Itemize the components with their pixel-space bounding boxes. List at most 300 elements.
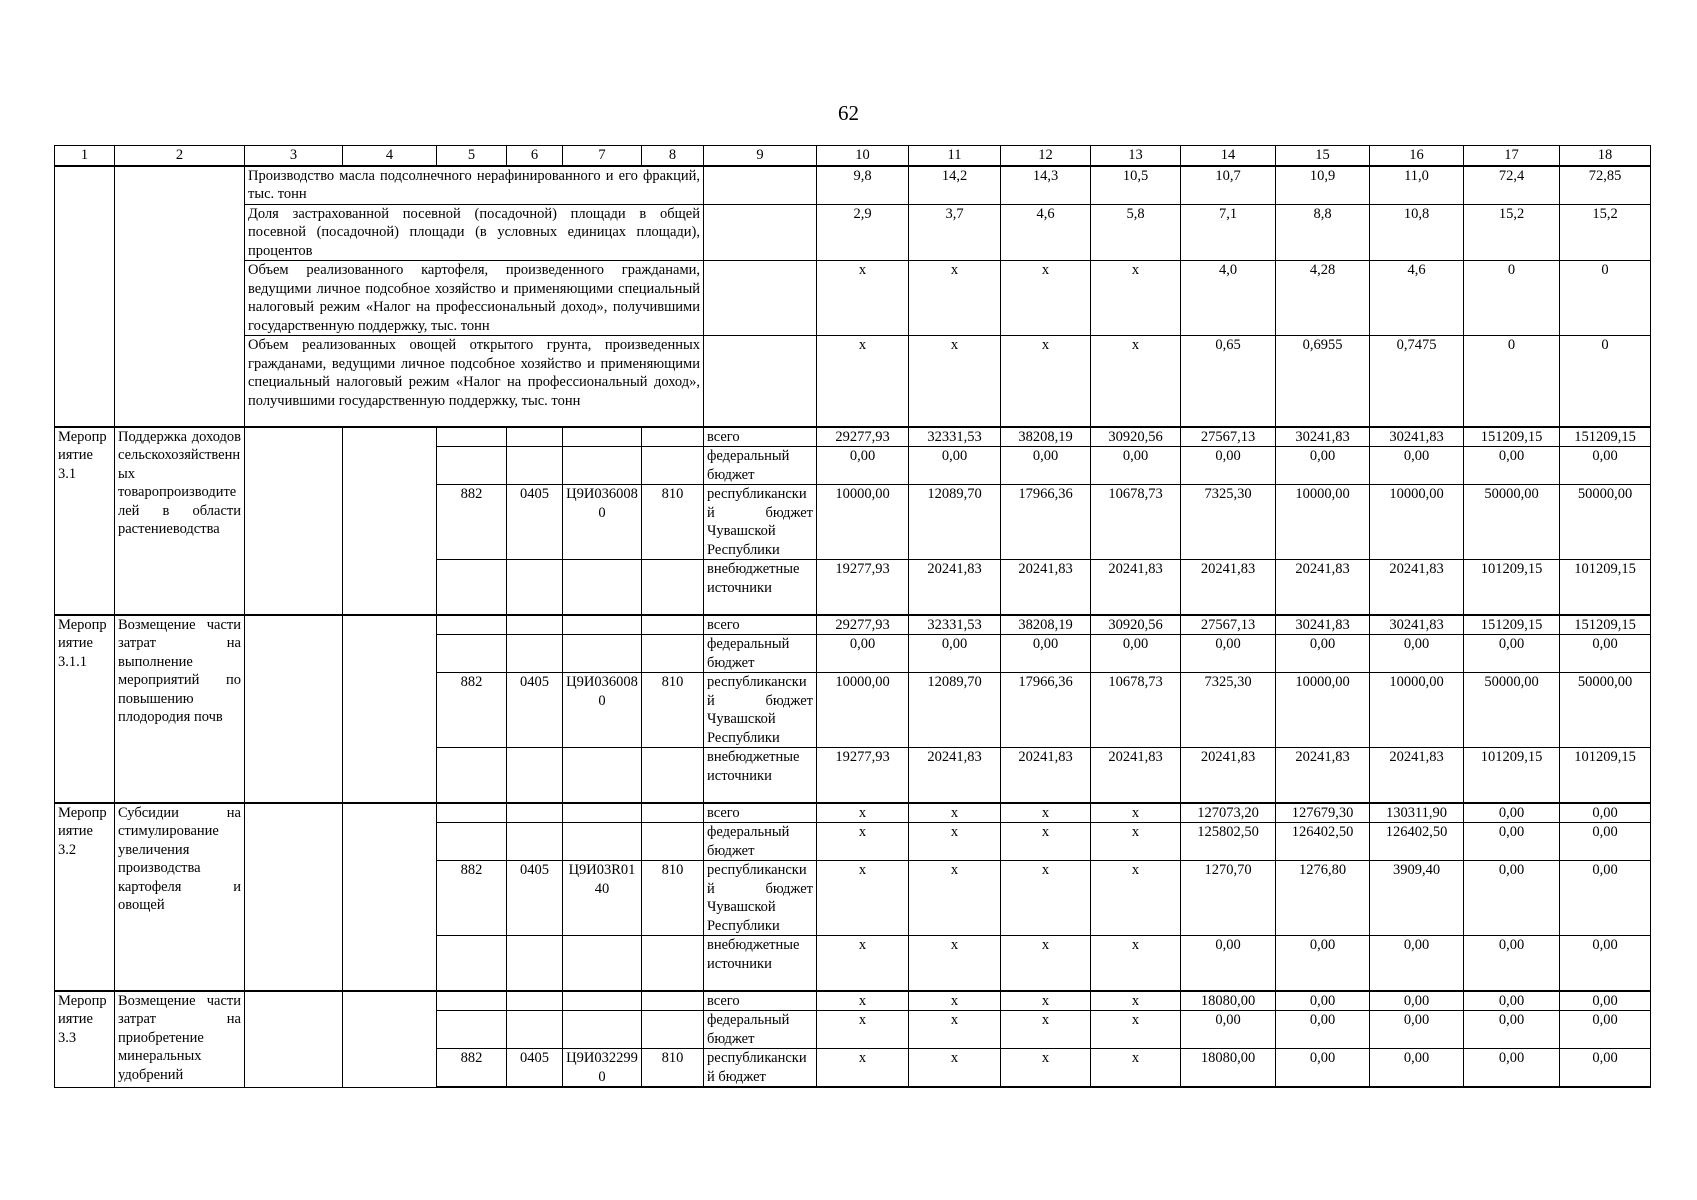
- header-cell: 7: [563, 146, 642, 166]
- funding-value: 30241,83: [1276, 427, 1370, 447]
- funding-value: 19277,93: [817, 560, 909, 615]
- funding-value: x: [1001, 823, 1091, 861]
- funding-value: 30920,56: [1091, 615, 1181, 635]
- indicator-value: 0,6955: [1276, 336, 1370, 427]
- indicator-value: 4,28: [1276, 261, 1370, 336]
- indicator-value: 7,1: [1181, 204, 1276, 261]
- empty-cell: [55, 166, 115, 427]
- funding-value: 0,00: [1560, 1049, 1651, 1088]
- target-cell: [343, 991, 437, 1088]
- empty-cell: [704, 204, 817, 261]
- funding-value: 10000,00: [817, 673, 909, 748]
- funding-value: 0,00: [1370, 1011, 1464, 1049]
- funding-value: 0,00: [1370, 1049, 1464, 1088]
- code-grbs: [437, 803, 507, 823]
- funding-value: 0,00: [1276, 991, 1370, 1011]
- code-grbs: [437, 615, 507, 635]
- code-vr: 810: [642, 1049, 704, 1088]
- header-cell: 9: [704, 146, 817, 166]
- funding-value: 32331,53: [909, 427, 1001, 447]
- indicator-name: Производство масла подсолнечного нерафинированного и его фракций, тыс. тонн: [245, 166, 704, 205]
- target-cell: [343, 803, 437, 991]
- indicator-row: [55, 261, 1651, 336]
- code-rzpr: [507, 748, 563, 803]
- funding-value: 0,00: [1464, 991, 1560, 1011]
- measure-row: [55, 427, 1651, 447]
- code-rzpr: [507, 615, 563, 635]
- code-grbs: [437, 991, 507, 1011]
- code-csr: [563, 615, 642, 635]
- funding-value: 27567,13: [1181, 615, 1276, 635]
- indicator-value: 15,2: [1464, 204, 1560, 261]
- funding-value: 101209,15: [1560, 748, 1651, 803]
- indicator-value: 10,7: [1181, 166, 1276, 205]
- funding-value: 30241,83: [1276, 615, 1370, 635]
- indicator-value: 14,2: [909, 166, 1001, 205]
- funding-value: 20241,83: [1001, 748, 1091, 803]
- code-vr: [642, 991, 704, 1011]
- funding-value: x: [1001, 936, 1091, 991]
- funding-value: x: [909, 1011, 1001, 1049]
- indicator-value: x: [1091, 336, 1181, 427]
- indicator-value: 0: [1464, 336, 1560, 427]
- funding-value: 7325,30: [1181, 485, 1276, 560]
- indicator-value: 0: [1560, 261, 1651, 336]
- indicator-value: 10,9: [1276, 166, 1370, 205]
- indicator-value: x: [1001, 336, 1091, 427]
- funding-value: x: [1091, 991, 1181, 1011]
- funding-source: всего: [704, 615, 817, 635]
- indicator-value: x: [909, 261, 1001, 336]
- measure-row: [55, 615, 1651, 635]
- funding-value: 0,00: [1181, 1011, 1276, 1049]
- funding-value: 32331,53: [909, 615, 1001, 635]
- indicator-value: 14,3: [1001, 166, 1091, 205]
- funding-value: x: [1091, 823, 1181, 861]
- indicator-row: [55, 166, 1651, 205]
- funding-value: 29277,93: [817, 615, 909, 635]
- code-vr: [642, 803, 704, 823]
- funding-value: 0,00: [1276, 447, 1370, 485]
- funding-value: x: [817, 936, 909, 991]
- executor-cell: [245, 427, 343, 615]
- funding-value: 0,00: [1560, 823, 1651, 861]
- funding-source: всего: [704, 991, 817, 1011]
- funding-value: 0,00: [1370, 936, 1464, 991]
- indicator-value: 4,6: [1001, 204, 1091, 261]
- funding-source: республиканский бюджет Чувашской Республики: [704, 861, 817, 936]
- funding-value: 0,00: [1560, 635, 1651, 673]
- funding-source: внебюджетные источники: [704, 560, 817, 615]
- funding-value: x: [1091, 1049, 1181, 1088]
- code-csr: [563, 560, 642, 615]
- header-cell: 6: [507, 146, 563, 166]
- funding-value: 20241,83: [1181, 560, 1276, 615]
- measure-status: Мероприятие 3.3: [55, 991, 115, 1088]
- code-rzpr: [507, 635, 563, 673]
- funding-value: 10000,00: [817, 485, 909, 560]
- code-rzpr: [507, 936, 563, 991]
- measure-name: Поддержка доходов сельскохозяйственных товаропроизводителей в области растениеводства: [115, 427, 245, 615]
- code-csr: [563, 936, 642, 991]
- funding-value: 0,00: [909, 447, 1001, 485]
- header-cell: 15: [1276, 146, 1370, 166]
- indicator-name: Доля застрахованной посевной (посадочной) площади в общей посевной (посадочной) площади (в условных единицах площади), процентов: [245, 204, 704, 261]
- empty-cell: [704, 261, 817, 336]
- funding-value: x: [1091, 936, 1181, 991]
- indicator-value: x: [817, 261, 909, 336]
- code-vr: [642, 560, 704, 615]
- funding-value: 17966,36: [1001, 673, 1091, 748]
- funding-value: 50000,00: [1560, 673, 1651, 748]
- funding-value: 7325,30: [1181, 673, 1276, 748]
- funding-value: 0,00: [1464, 803, 1560, 823]
- indicator-value: 4,0: [1181, 261, 1276, 336]
- funding-value: x: [817, 823, 909, 861]
- funding-value: x: [1001, 991, 1091, 1011]
- code-grbs: [437, 936, 507, 991]
- indicator-name: Объем реализованного картофеля, произведенного гражданами, ведущими личное подсобное хозяйство и применяющими специальный налоговый режим «Налог на профессиональный доход», получившими государственную поддержку, тыс. тонн: [245, 261, 704, 336]
- funding-value: x: [1091, 803, 1181, 823]
- funding-value: 20241,83: [1181, 748, 1276, 803]
- funding-value: x: [817, 1011, 909, 1049]
- funding-value: x: [1001, 861, 1091, 936]
- measure-row: [55, 991, 1651, 1011]
- funding-value: 20241,83: [909, 748, 1001, 803]
- code-rzpr: 0405: [507, 485, 563, 560]
- code-grbs: [437, 823, 507, 861]
- funding-value: 10000,00: [1276, 673, 1370, 748]
- header-cell: 5: [437, 146, 507, 166]
- funding-value: x: [909, 823, 1001, 861]
- funding-value: 0,00: [817, 635, 909, 673]
- funding-value: 0,00: [1370, 447, 1464, 485]
- funding-value: x: [1001, 1011, 1091, 1049]
- code-rzpr: [507, 427, 563, 447]
- code-grbs: [437, 447, 507, 485]
- funding-value: 10000,00: [1370, 673, 1464, 748]
- code-csr: Ц9И0322990: [563, 1049, 642, 1088]
- target-cell: [343, 615, 437, 803]
- code-vr: [642, 615, 704, 635]
- funding-value: 0,00: [1276, 1049, 1370, 1088]
- indicator-value: x: [1001, 261, 1091, 336]
- header-cell: 10: [817, 146, 909, 166]
- code-rzpr: 0405: [507, 1049, 563, 1088]
- funding-value: x: [909, 803, 1001, 823]
- funding-value: 0,00: [909, 635, 1001, 673]
- code-grbs: [437, 560, 507, 615]
- executor-cell: [245, 803, 343, 991]
- funding-value: 3909,40: [1370, 861, 1464, 936]
- executor-cell: [245, 615, 343, 803]
- funding-value: 20241,83: [1091, 560, 1181, 615]
- indicator-row: [55, 336, 1651, 427]
- code-grbs: 882: [437, 673, 507, 748]
- header-cell: 18: [1560, 146, 1651, 166]
- measure-row: [55, 803, 1651, 823]
- funding-value: 27567,13: [1181, 427, 1276, 447]
- funding-value: 0,00: [1001, 447, 1091, 485]
- header-cell: 1: [55, 146, 115, 166]
- funding-value: 101209,15: [1464, 748, 1560, 803]
- funding-value: 0,00: [1464, 861, 1560, 936]
- code-vr: [642, 748, 704, 803]
- code-csr: [563, 991, 642, 1011]
- indicator-value: 0: [1464, 261, 1560, 336]
- funding-value: 0,00: [1464, 936, 1560, 991]
- funding-value: 101209,15: [1560, 560, 1651, 615]
- funding-source: федеральный бюджет: [704, 635, 817, 673]
- funding-value: 101209,15: [1464, 560, 1560, 615]
- code-vr: [642, 1011, 704, 1049]
- funding-value: 0,00: [817, 447, 909, 485]
- indicator-value: 10,5: [1091, 166, 1181, 205]
- funding-value: 0,00: [1560, 991, 1651, 1011]
- funding-value: x: [817, 991, 909, 1011]
- indicator-row: [55, 204, 1651, 261]
- measure-name: Субсидии на стимулирование увеличения производства картофеля и овощей: [115, 803, 245, 991]
- funding-value: 127679,30: [1276, 803, 1370, 823]
- funding-source: внебюджетные источники: [704, 936, 817, 991]
- funding-value: 20241,83: [1276, 560, 1370, 615]
- code-vr: [642, 635, 704, 673]
- funding-value: 30241,83: [1370, 427, 1464, 447]
- code-rzpr: [507, 560, 563, 615]
- code-rzpr: [507, 1011, 563, 1049]
- funding-value: 130311,90: [1370, 803, 1464, 823]
- funding-value: 50000,00: [1464, 673, 1560, 748]
- funding-value: 151209,15: [1464, 427, 1560, 447]
- funding-value: 18080,00: [1181, 991, 1276, 1011]
- funding-source: республиканский бюджет Чувашской Республики: [704, 485, 817, 560]
- code-csr: [563, 635, 642, 673]
- indicator-value: 10,8: [1370, 204, 1464, 261]
- indicator-value: 3,7: [909, 204, 1001, 261]
- header-cell: 8: [642, 146, 704, 166]
- funding-source: всего: [704, 803, 817, 823]
- funding-value: 0,00: [1560, 861, 1651, 936]
- funding-value: 126402,50: [1370, 823, 1464, 861]
- indicator-value: 72,4: [1464, 166, 1560, 205]
- funding-value: 0,00: [1276, 936, 1370, 991]
- funding-value: x: [1001, 803, 1091, 823]
- code-csr: Ц9И0360080: [563, 485, 642, 560]
- funding-value: 127073,20: [1181, 803, 1276, 823]
- measure-status: Мероприятие 3.1.1: [55, 615, 115, 803]
- funding-source: республиканский бюджет Чувашской Республики: [704, 673, 817, 748]
- funding-value: 20241,83: [1276, 748, 1370, 803]
- funding-value: 0,00: [1560, 1011, 1651, 1049]
- code-vr: [642, 823, 704, 861]
- code-vr: 810: [642, 485, 704, 560]
- indicator-value: 5,8: [1091, 204, 1181, 261]
- funding-value: x: [817, 861, 909, 936]
- funding-value: 18080,00: [1181, 1049, 1276, 1088]
- funding-value: 20241,83: [1370, 748, 1464, 803]
- indicator-value: 0: [1560, 336, 1651, 427]
- funding-value: x: [909, 936, 1001, 991]
- code-grbs: [437, 635, 507, 673]
- funding-value: 0,00: [1001, 635, 1091, 673]
- funding-source: всего: [704, 427, 817, 447]
- indicator-value: 72,85: [1560, 166, 1651, 205]
- code-csr: [563, 803, 642, 823]
- header-cell: 17: [1464, 146, 1560, 166]
- funding-value: 10000,00: [1370, 485, 1464, 560]
- code-grbs: 882: [437, 1049, 507, 1088]
- funding-value: 20241,83: [909, 560, 1001, 615]
- funding-value: 12089,70: [909, 485, 1001, 560]
- indicator-value: 0,7475: [1370, 336, 1464, 427]
- funding-value: x: [909, 1049, 1001, 1088]
- header-cell: 12: [1001, 146, 1091, 166]
- code-rzpr: [507, 991, 563, 1011]
- funding-value: x: [1001, 1049, 1091, 1088]
- executor-cell: [245, 991, 343, 1088]
- indicator-value: x: [1091, 261, 1181, 336]
- funding-value: 0,00: [1091, 635, 1181, 673]
- header-cell: 3: [245, 146, 343, 166]
- indicator-value: 4,6: [1370, 261, 1464, 336]
- funding-value: 10000,00: [1276, 485, 1370, 560]
- target-cell: [343, 427, 437, 615]
- code-rzpr: 0405: [507, 673, 563, 748]
- funding-value: 0,00: [1464, 447, 1560, 485]
- code-grbs: 882: [437, 861, 507, 936]
- empty-cell: [115, 166, 245, 427]
- funding-value: 126402,50: [1276, 823, 1370, 861]
- code-grbs: [437, 748, 507, 803]
- funding-value: x: [817, 1049, 909, 1088]
- empty-cell: [704, 166, 817, 205]
- funding-value: 17966,36: [1001, 485, 1091, 560]
- code-rzpr: [507, 803, 563, 823]
- funding-value: 0,00: [1370, 991, 1464, 1011]
- funding-value: 30241,83: [1370, 615, 1464, 635]
- funding-value: 20241,83: [1091, 748, 1181, 803]
- funding-value: 0,00: [1464, 1011, 1560, 1049]
- program-table: [54, 145, 1651, 1088]
- funding-value: 38208,19: [1001, 427, 1091, 447]
- funding-value: 0,00: [1276, 1011, 1370, 1049]
- funding-source: федеральный бюджет: [704, 447, 817, 485]
- header-cell: 14: [1181, 146, 1276, 166]
- funding-value: x: [909, 991, 1001, 1011]
- indicator-value: x: [817, 336, 909, 427]
- code-csr: [563, 748, 642, 803]
- code-vr: [642, 447, 704, 485]
- funding-value: 0,00: [1464, 823, 1560, 861]
- code-vr: 810: [642, 861, 704, 936]
- measure-status: Мероприятие 3.1: [55, 427, 115, 615]
- indicator-value: 15,2: [1560, 204, 1651, 261]
- code-grbs: [437, 427, 507, 447]
- funding-value: 151209,15: [1560, 615, 1651, 635]
- measure-name: Возмещение части затрат на приобретение минеральных удобрений: [115, 991, 245, 1088]
- indicator-value: 11,0: [1370, 166, 1464, 205]
- code-csr: Ц9И0360080: [563, 673, 642, 748]
- funding-value: 10678,73: [1091, 673, 1181, 748]
- funding-value: 20241,83: [1001, 560, 1091, 615]
- code-rzpr: 0405: [507, 861, 563, 936]
- funding-value: x: [817, 803, 909, 823]
- measure-status: Мероприятие 3.2: [55, 803, 115, 991]
- code-rzpr: [507, 447, 563, 485]
- funding-source: республиканский бюджет: [704, 1049, 817, 1088]
- header-cell: 16: [1370, 146, 1464, 166]
- funding-source: федеральный бюджет: [704, 1011, 817, 1049]
- funding-value: 0,00: [1370, 635, 1464, 673]
- funding-value: 50000,00: [1560, 485, 1651, 560]
- code-csr: [563, 447, 642, 485]
- code-vr: [642, 936, 704, 991]
- measure-name: Возмещение части затрат на выполнение мероприятий по повышению плодородия почв: [115, 615, 245, 803]
- header-row: [55, 146, 1651, 166]
- funding-source: внебюджетные источники: [704, 748, 817, 803]
- funding-value: 0,00: [1181, 635, 1276, 673]
- code-csr: [563, 1011, 642, 1049]
- funding-value: 0,00: [1181, 447, 1276, 485]
- funding-value: 12089,70: [909, 673, 1001, 748]
- code-grbs: [437, 1011, 507, 1049]
- funding-value: 10678,73: [1091, 485, 1181, 560]
- indicator-value: x: [909, 336, 1001, 427]
- funding-value: x: [1091, 1011, 1181, 1049]
- code-grbs: 882: [437, 485, 507, 560]
- funding-value: 0,00: [1560, 936, 1651, 991]
- funding-value: 0,00: [1464, 1049, 1560, 1088]
- page-number: 62: [838, 101, 859, 125]
- indicator-value: 9,8: [817, 166, 909, 205]
- funding-value: 0,00: [1560, 447, 1651, 485]
- header-cell: 4: [343, 146, 437, 166]
- indicator-value: 0,65: [1181, 336, 1276, 427]
- code-csr: [563, 823, 642, 861]
- funding-value: 50000,00: [1464, 485, 1560, 560]
- funding-value: x: [1091, 861, 1181, 936]
- funding-value: 0,00: [1091, 447, 1181, 485]
- funding-value: 151209,15: [1560, 427, 1651, 447]
- header-cell: 11: [909, 146, 1001, 166]
- funding-value: 30920,56: [1091, 427, 1181, 447]
- code-vr: 810: [642, 673, 704, 748]
- funding-value: x: [909, 861, 1001, 936]
- code-csr: Ц9И03R0140: [563, 861, 642, 936]
- funding-value: 1276,80: [1276, 861, 1370, 936]
- funding-value: 125802,50: [1181, 823, 1276, 861]
- code-csr: [563, 427, 642, 447]
- header-cell: 13: [1091, 146, 1181, 166]
- header-cell: 2: [115, 146, 245, 166]
- indicator-value: 8,8: [1276, 204, 1370, 261]
- code-vr: [642, 427, 704, 447]
- funding-value: 20241,83: [1370, 560, 1464, 615]
- funding-value: 0,00: [1181, 936, 1276, 991]
- indicator-value: 2,9: [817, 204, 909, 261]
- funding-value: 19277,93: [817, 748, 909, 803]
- funding-value: 0,00: [1276, 635, 1370, 673]
- funding-value: 29277,93: [817, 427, 909, 447]
- indicator-name: Объем реализованных овощей открытого грунта, произведенных гражданами, ведущими личное подсобное хозяйство и применяющими специальный налоговый режим «Налог на профессиональный доход», получившими государственную поддержку, тыс. тонн: [245, 336, 704, 427]
- funding-value: 0,00: [1464, 635, 1560, 673]
- code-rzpr: [507, 823, 563, 861]
- funding-value: 1270,70: [1181, 861, 1276, 936]
- funding-value: 0,00: [1560, 803, 1651, 823]
- empty-cell: [704, 336, 817, 427]
- funding-source: федеральный бюджет: [704, 823, 817, 861]
- funding-value: 151209,15: [1464, 615, 1560, 635]
